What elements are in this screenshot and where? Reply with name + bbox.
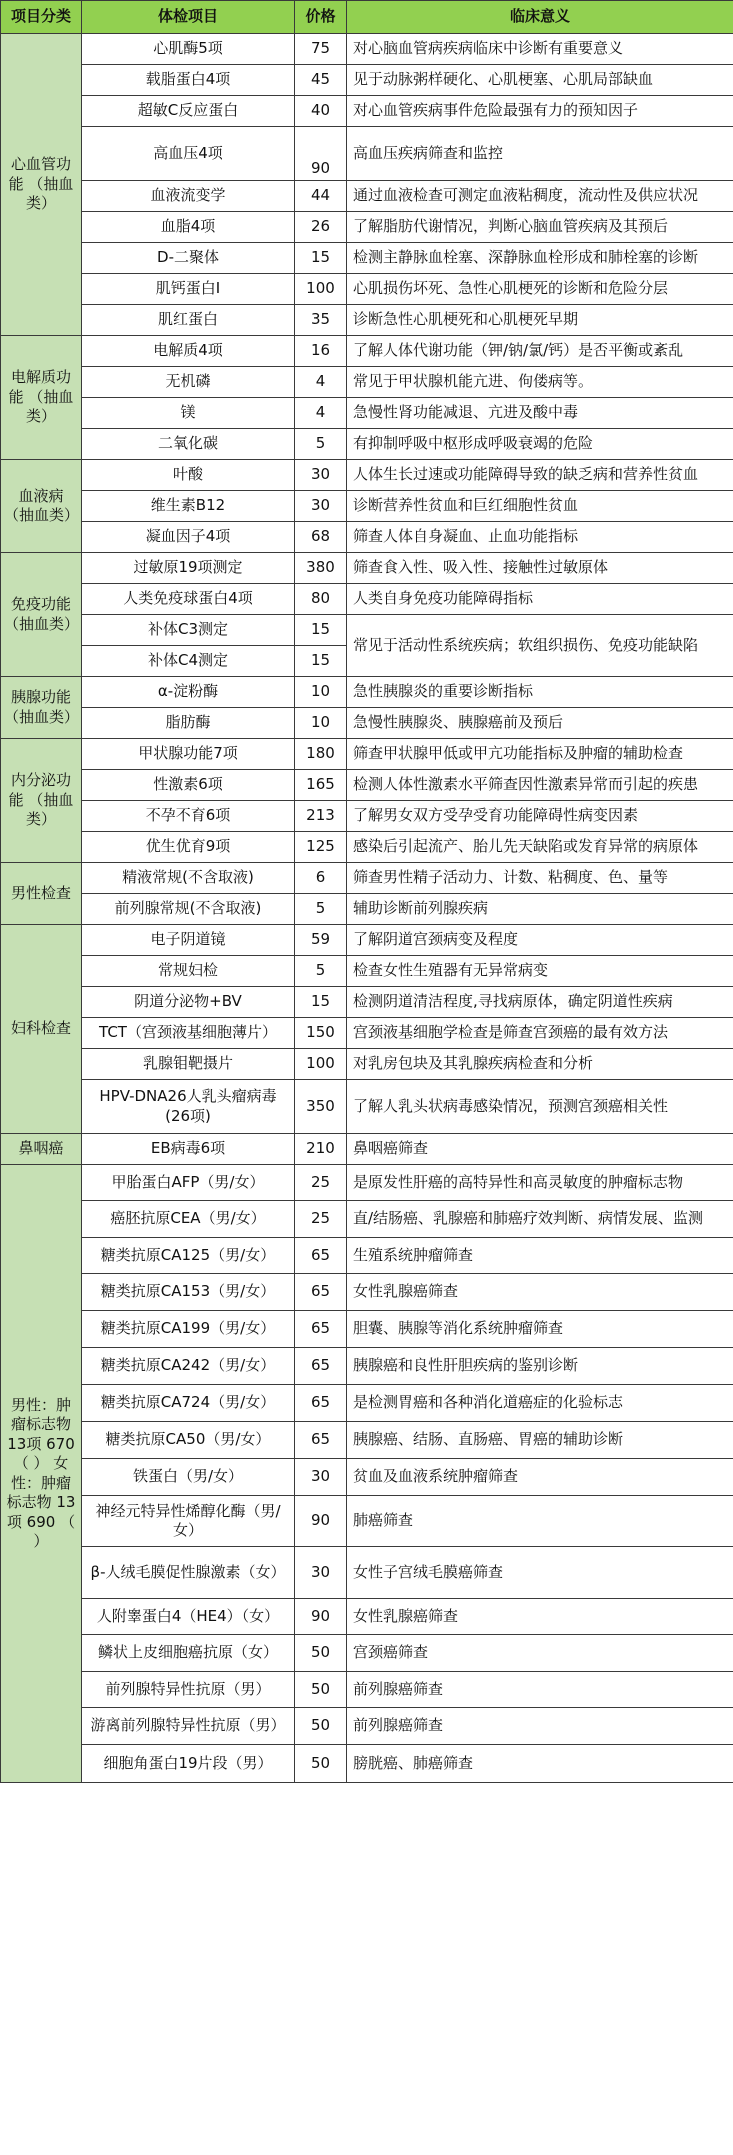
- item-cell: 肌钙蛋白I: [82, 274, 295, 305]
- table-row: [1, 801, 733, 832]
- price-cell: 30: [295, 460, 347, 491]
- price-cell: 30: [295, 1547, 347, 1599]
- category-cell: 男性检查: [1, 863, 82, 925]
- price-cell: 90: [295, 1599, 347, 1635]
- item-cell: 超敏C反应蛋白: [82, 96, 295, 127]
- table-row: [1, 274, 733, 305]
- item-cell: 糖类抗原CA50（男/女）: [82, 1422, 295, 1459]
- table-row: [1, 615, 733, 646]
- meaning-cell: 筛查男性精子活动力、计数、粘稠度、色、量等: [347, 863, 733, 894]
- price-cell: 65: [295, 1348, 347, 1385]
- table-row: [1, 34, 733, 65]
- meaning-cell: 肺癌筛查: [347, 1496, 733, 1547]
- table-row: [1, 1635, 733, 1672]
- meaning-cell: 常见于活动性系统疾病；软组织损伤、免疫功能缺陷: [347, 615, 733, 677]
- item-cell: 游离前列腺特异性抗原（男）: [82, 1708, 295, 1745]
- price-cell: 65: [295, 1274, 347, 1311]
- table-row: [1, 739, 733, 770]
- price-cell: 100: [295, 1049, 347, 1080]
- table-row: [1, 212, 733, 243]
- meaning-cell: 检测人体性激素水平筛查因性激素异常而引起的疾患: [347, 770, 733, 801]
- table-row: [1, 1672, 733, 1708]
- category-cell: 心血管功能 （抽血类）: [1, 34, 82, 336]
- item-cell: 过敏原19项测定: [82, 553, 295, 584]
- header-row: [1, 1, 733, 34]
- item-cell: β-人绒毛膜促性腺激素（女）: [82, 1547, 295, 1599]
- table-row: [1, 1165, 733, 1201]
- meaning-cell: 鼻咽癌筛查: [347, 1134, 733, 1165]
- item-cell: 心肌酶5项: [82, 34, 295, 65]
- table-row: [1, 127, 733, 181]
- meaning-cell: 辅助诊断前列腺疾病: [347, 894, 733, 925]
- meaning-cell: 膀胱癌、肺癌筛查: [347, 1745, 733, 1783]
- table-row: [1, 398, 733, 429]
- price-cell: 50: [295, 1672, 347, 1708]
- price-cell: 65: [295, 1385, 347, 1422]
- item-cell: 高血压4项: [82, 127, 295, 181]
- meaning-cell: 筛查人体自身凝血、止血功能指标: [347, 522, 733, 553]
- meaning-cell: 女性子宫绒毛膜癌筛查: [347, 1547, 733, 1599]
- header-price: 价格: [295, 1, 347, 34]
- table-row: [1, 677, 733, 708]
- item-cell: 脂肪酶: [82, 708, 295, 739]
- category-cell: 妇科检查: [1, 925, 82, 1134]
- meaning-cell: 筛查食入性、吸入性、接触性过敏原体: [347, 553, 733, 584]
- item-cell: 人类免疫球蛋白4项: [82, 584, 295, 615]
- item-cell: 前列腺常规(不含取液): [82, 894, 295, 925]
- item-cell: 电子阴道镜: [82, 925, 295, 956]
- price-cell: 65: [295, 1311, 347, 1348]
- item-cell: 维生素B12: [82, 491, 295, 522]
- price-cell: 30: [295, 491, 347, 522]
- price-cell: 35: [295, 305, 347, 336]
- meaning-cell: 急慢性胰腺炎、胰腺癌前及预后: [347, 708, 733, 739]
- price-cell: 4: [295, 398, 347, 429]
- price-cell: 180: [295, 739, 347, 770]
- price-cell: 30: [295, 1459, 347, 1496]
- table-row: [1, 1599, 733, 1635]
- item-cell: 性激素6项: [82, 770, 295, 801]
- meaning-cell: 筛查甲状腺甲低或甲亢功能指标及肿瘤的辅助检查: [347, 739, 733, 770]
- item-cell: 凝血因子4项: [82, 522, 295, 553]
- meaning-cell: 是检测胃癌和各种消化道癌症的化验标志: [347, 1385, 733, 1422]
- price-cell: 5: [295, 429, 347, 460]
- table-row: [1, 1745, 733, 1783]
- meaning-cell: 是原发性肝癌的高特异性和高灵敏度的肿瘤标志物: [347, 1165, 733, 1201]
- table-row: [1, 1018, 733, 1049]
- table-row: [1, 305, 733, 336]
- meaning-cell: 对心脑血管病疾病临床中诊断有重要意义: [347, 34, 733, 65]
- item-cell: HPV-DNA26人乳头瘤病毒(26项): [82, 1080, 295, 1134]
- price-cell: 65: [295, 1422, 347, 1459]
- price-cell: 350: [295, 1080, 347, 1134]
- price-cell: 150: [295, 1018, 347, 1049]
- table-row: [1, 460, 733, 491]
- header-meaning: 临床意义: [347, 1, 733, 34]
- price-cell: 90: [295, 1496, 347, 1547]
- header-item: 体检项目: [82, 1, 295, 34]
- item-cell: 不孕不育6项: [82, 801, 295, 832]
- table-row: [1, 243, 733, 274]
- meaning-cell: 女性乳腺癌筛查: [347, 1599, 733, 1635]
- item-cell: 二氧化碳: [82, 429, 295, 460]
- price-cell: 68: [295, 522, 347, 553]
- price-cell: 50: [295, 1745, 347, 1783]
- meaning-cell: 了解男女双方受孕受育功能障碍性病变因素: [347, 801, 733, 832]
- price-cell: 90: [295, 127, 347, 181]
- table-row: [1, 863, 733, 894]
- meaning-cell: 诊断营养性贫血和巨红细胞性贫血: [347, 491, 733, 522]
- price-cell: 100: [295, 274, 347, 305]
- meaning-cell: 了解阴道宫颈病变及程度: [347, 925, 733, 956]
- table-row: [1, 708, 733, 739]
- meaning-cell: 检测主静脉血栓塞、深静脉血栓形成和肺栓塞的诊断: [347, 243, 733, 274]
- item-cell: 前列腺特异性抗原（男）: [82, 1672, 295, 1708]
- item-cell: 铁蛋白（男/女）: [82, 1459, 295, 1496]
- price-cell: 6: [295, 863, 347, 894]
- table-row: [1, 1422, 733, 1459]
- item-cell: 人附睾蛋白4（HE4）（女）: [82, 1599, 295, 1635]
- item-cell: 细胞角蛋白19片段（男）: [82, 1745, 295, 1783]
- price-cell: 65: [295, 1238, 347, 1274]
- table-row: [1, 1049, 733, 1080]
- item-cell: 常规妇检: [82, 956, 295, 987]
- price-cell: 25: [295, 1165, 347, 1201]
- category-cell: 电解质功能 （抽血类）: [1, 336, 82, 460]
- price-cell: 15: [295, 646, 347, 677]
- price-cell: 15: [295, 615, 347, 646]
- meaning-cell: 有抑制呼吸中枢形成呼吸衰竭的危险: [347, 429, 733, 460]
- meaning-cell: 诊断急性心肌梗死和心肌梗死早期: [347, 305, 733, 336]
- table-row: [1, 1348, 733, 1385]
- price-cell: 75: [295, 34, 347, 65]
- table-row: [1, 987, 733, 1018]
- meaning-cell: 了解脂肪代谢情况，判断心脑血管疾病及其预后: [347, 212, 733, 243]
- item-cell: 镁: [82, 398, 295, 429]
- item-cell: 叶酸: [82, 460, 295, 491]
- item-cell: 补体C3测定: [82, 615, 295, 646]
- meaning-cell: 对心血管疾病事件危险最强有力的预知因子: [347, 96, 733, 127]
- price-cell: 210: [295, 1134, 347, 1165]
- item-cell: 血脂4项: [82, 212, 295, 243]
- meaning-cell: 高血压疾病筛查和监控: [347, 127, 733, 181]
- header-category: 项目分类: [1, 1, 82, 34]
- item-cell: 鳞状上皮细胞癌抗原（女）: [82, 1635, 295, 1672]
- table-row: [1, 1238, 733, 1274]
- meaning-cell: 急慢性肾功能减退、亢进及酸中毒: [347, 398, 733, 429]
- meaning-cell: 急性胰腺炎的重要诊断指标: [347, 677, 733, 708]
- meaning-cell: 检测阴道清洁程度,寻找病原体，确定阴道性疾病: [347, 987, 733, 1018]
- table-row: [1, 522, 733, 553]
- item-cell: 甲状腺功能7项: [82, 739, 295, 770]
- price-cell: 26: [295, 212, 347, 243]
- category-cell: 男性：肿瘤标志物 13项 670 （ ） 女性：肿瘤标志物 13项 690 （ ）: [1, 1165, 82, 1783]
- meaning-cell: 生殖系统肿瘤筛查: [347, 1238, 733, 1274]
- meaning-cell: 人类自身免疫功能障碍指标: [347, 584, 733, 615]
- item-cell: 糖类抗原CA242（男/女）: [82, 1348, 295, 1385]
- item-cell: EB病毒6项: [82, 1134, 295, 1165]
- meaning-cell: 了解人乳头状病毒感染情况，预测宫颈癌相关性: [347, 1080, 733, 1134]
- price-cell: 213: [295, 801, 347, 832]
- meaning-cell: 女性乳腺癌筛查: [347, 1274, 733, 1311]
- table-row: [1, 553, 733, 584]
- meaning-cell: 宫颈癌筛查: [347, 1635, 733, 1672]
- price-cell: 80: [295, 584, 347, 615]
- item-cell: 精液常规(不含取液): [82, 863, 295, 894]
- meaning-cell: 胰腺癌和良性肝胆疾病的鉴别诊断: [347, 1348, 733, 1385]
- table-row: [1, 584, 733, 615]
- price-cell: 5: [295, 956, 347, 987]
- price-cell: 40: [295, 96, 347, 127]
- table-row: [1, 956, 733, 987]
- meaning-cell: 贫血及血液系统肿瘤筛查: [347, 1459, 733, 1496]
- item-cell: α-淀粉酶: [82, 677, 295, 708]
- item-cell: 糖类抗原CA724（男/女）: [82, 1385, 295, 1422]
- item-cell: 甲胎蛋白AFP（男/女）: [82, 1165, 295, 1201]
- price-cell: 50: [295, 1635, 347, 1672]
- price-cell: 15: [295, 243, 347, 274]
- table-row: [1, 1080, 733, 1134]
- meaning-cell: 宫颈液基细胞学检查是筛查宫颈癌的最有效方法: [347, 1018, 733, 1049]
- price-cell: 165: [295, 770, 347, 801]
- table-row: [1, 429, 733, 460]
- meaning-cell: 前列腺癌筛查: [347, 1708, 733, 1745]
- meaning-cell: 通过血液检查可测定血液粘稠度，流动性及供应状况: [347, 181, 733, 212]
- meaning-cell: 检查女性生殖器有无异常病变: [347, 956, 733, 987]
- item-cell: 肌红蛋白: [82, 305, 295, 336]
- meaning-cell: 前列腺癌筛查: [347, 1672, 733, 1708]
- item-cell: 糖类抗原CA153（男/女）: [82, 1274, 295, 1311]
- table-row: [1, 65, 733, 96]
- price-cell: 4: [295, 367, 347, 398]
- price-cell: 125: [295, 832, 347, 863]
- table-row: [1, 832, 733, 863]
- meaning-cell: 感染后引起流产、胎儿先天缺陷或发育异常的病原体: [347, 832, 733, 863]
- item-cell: D-二聚体: [82, 243, 295, 274]
- table-row: [1, 1134, 733, 1165]
- meaning-cell: 胰腺癌、结肠、直肠癌、胃癌的辅助诊断: [347, 1422, 733, 1459]
- table-row: [1, 1201, 733, 1238]
- table-row: [1, 894, 733, 925]
- table-row: [1, 1459, 733, 1496]
- item-cell: TCT（宫颈液基细胞薄片）: [82, 1018, 295, 1049]
- meaning-cell: 常见于甲状腺机能亢进、佝偻病等。: [347, 367, 733, 398]
- table-row: [1, 1496, 733, 1547]
- meaning-cell: 了解人体代谢功能（钾/钠/氯/钙）是否平衡或紊乱: [347, 336, 733, 367]
- category-cell: 胰腺功能 （抽血类）: [1, 677, 82, 739]
- meaning-cell: 胆囊、胰腺等消化系统肿瘤筛查: [347, 1311, 733, 1348]
- category-cell: 鼻咽癌: [1, 1134, 82, 1165]
- price-cell: 44: [295, 181, 347, 212]
- item-cell: 糖类抗原CA199（男/女）: [82, 1311, 295, 1348]
- table-row: [1, 367, 733, 398]
- category-cell: 内分泌功能 （抽血类）: [1, 739, 82, 863]
- price-cell: 5: [295, 894, 347, 925]
- table-row: [1, 336, 733, 367]
- price-cell: 10: [295, 708, 347, 739]
- item-cell: 电解质4项: [82, 336, 295, 367]
- meaning-cell: 见于动脉粥样硬化、心肌梗塞、心肌局部缺血: [347, 65, 733, 96]
- item-cell: 无机磷: [82, 367, 295, 398]
- category-cell: 血液病 （抽血类）: [1, 460, 82, 553]
- meaning-cell: 对乳房包块及其乳腺疾病检查和分析: [347, 1049, 733, 1080]
- category-cell: 免疫功能 （抽血类）: [1, 553, 82, 677]
- price-cell: 15: [295, 987, 347, 1018]
- table-row: [1, 1547, 733, 1599]
- table-row: [1, 181, 733, 212]
- item-cell: 优生优育9项: [82, 832, 295, 863]
- item-cell: 乳腺钼靶摄片: [82, 1049, 295, 1080]
- meaning-cell: 心肌损伤坏死、急性心肌梗死的诊断和危险分层: [347, 274, 733, 305]
- item-cell: 血液流变学: [82, 181, 295, 212]
- item-cell: 癌胚抗原CEA（男/女）: [82, 1201, 295, 1238]
- item-cell: 阴道分泌物+BV: [82, 987, 295, 1018]
- price-cell: 16: [295, 336, 347, 367]
- price-cell: 45: [295, 65, 347, 96]
- table-row: [1, 491, 733, 522]
- meaning-cell: 人体生长过速或功能障碍导致的缺乏病和营养性贫血: [347, 460, 733, 491]
- table-row: [1, 1274, 733, 1311]
- table-row: [1, 770, 733, 801]
- price-cell: 59: [295, 925, 347, 956]
- price-cell: 25: [295, 1201, 347, 1238]
- price-cell: 10: [295, 677, 347, 708]
- table-row: [1, 1385, 733, 1422]
- table-row: [1, 96, 733, 127]
- item-cell: 糖类抗原CA125（男/女）: [82, 1238, 295, 1274]
- item-cell: 神经元特异性烯醇化酶（男/女）: [82, 1496, 295, 1547]
- price-cell: 380: [295, 553, 347, 584]
- table-row: [1, 1311, 733, 1348]
- price-cell: 50: [295, 1708, 347, 1745]
- table-row: [1, 925, 733, 956]
- item-cell: 载脂蛋白4项: [82, 65, 295, 96]
- table-row: [1, 1708, 733, 1745]
- item-cell: 补体C4测定: [82, 646, 295, 677]
- meaning-cell: 直/结肠癌、乳腺癌和肺癌疗效判断、病情发展、监测: [347, 1201, 733, 1238]
